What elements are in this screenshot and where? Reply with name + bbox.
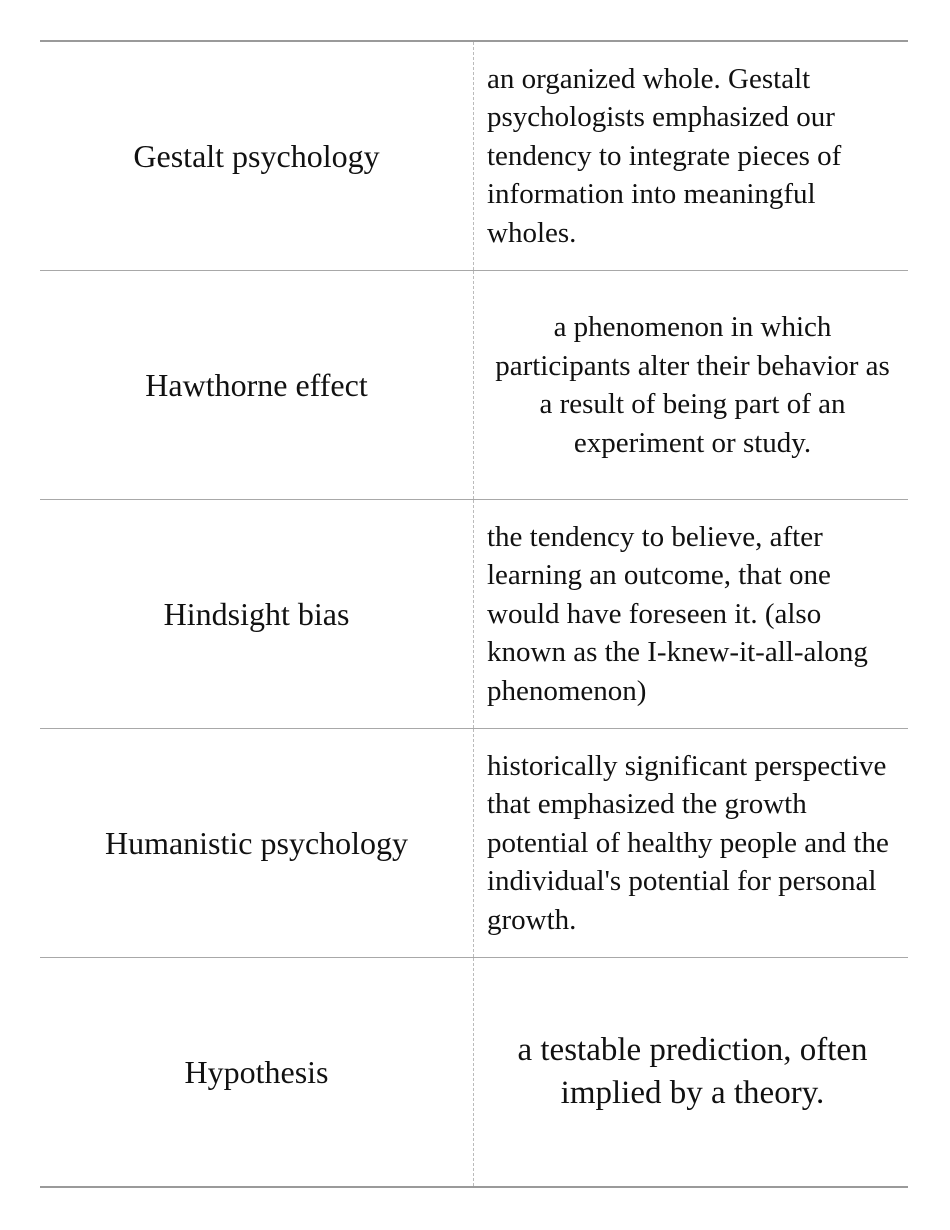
card-definition: a testable prediction, often implied by a theory. <box>517 1032 868 1111</box>
flashcard-row <box>40 958 908 1188</box>
flashcard-row <box>40 729 908 958</box>
card-term: Hindsight bias <box>40 500 474 728</box>
card-definition: the tendency to believe, after learning an outcome, that one would have foreseen it. (also known as the I-knew-it-all-along phenomenon) <box>487 520 868 707</box>
card-definition: an organized whole. Gestalt psychologists emphasized our tendency to integrate pieces of information into meaningful wholes. <box>487 62 842 249</box>
flashcard-row <box>40 500 908 729</box>
flashcard-row <box>40 42 908 271</box>
flashcard-row <box>40 271 908 500</box>
card-term: Humanistic psychology <box>40 729 474 957</box>
card-definition: historically significant perspective that emphasized the growth potential of healthy people and the individual's potential for personal growth. <box>487 749 889 936</box>
card-term: Gestalt psychology <box>40 42 474 270</box>
card-definition: a phenomenon in which participants alter their behavior as a result of being part of an experiment or study. <box>495 311 890 459</box>
card-term: Hypothesis <box>40 958 474 1186</box>
flashcard-table <box>40 40 908 1188</box>
card-term: Hawthorne effect <box>40 271 474 499</box>
